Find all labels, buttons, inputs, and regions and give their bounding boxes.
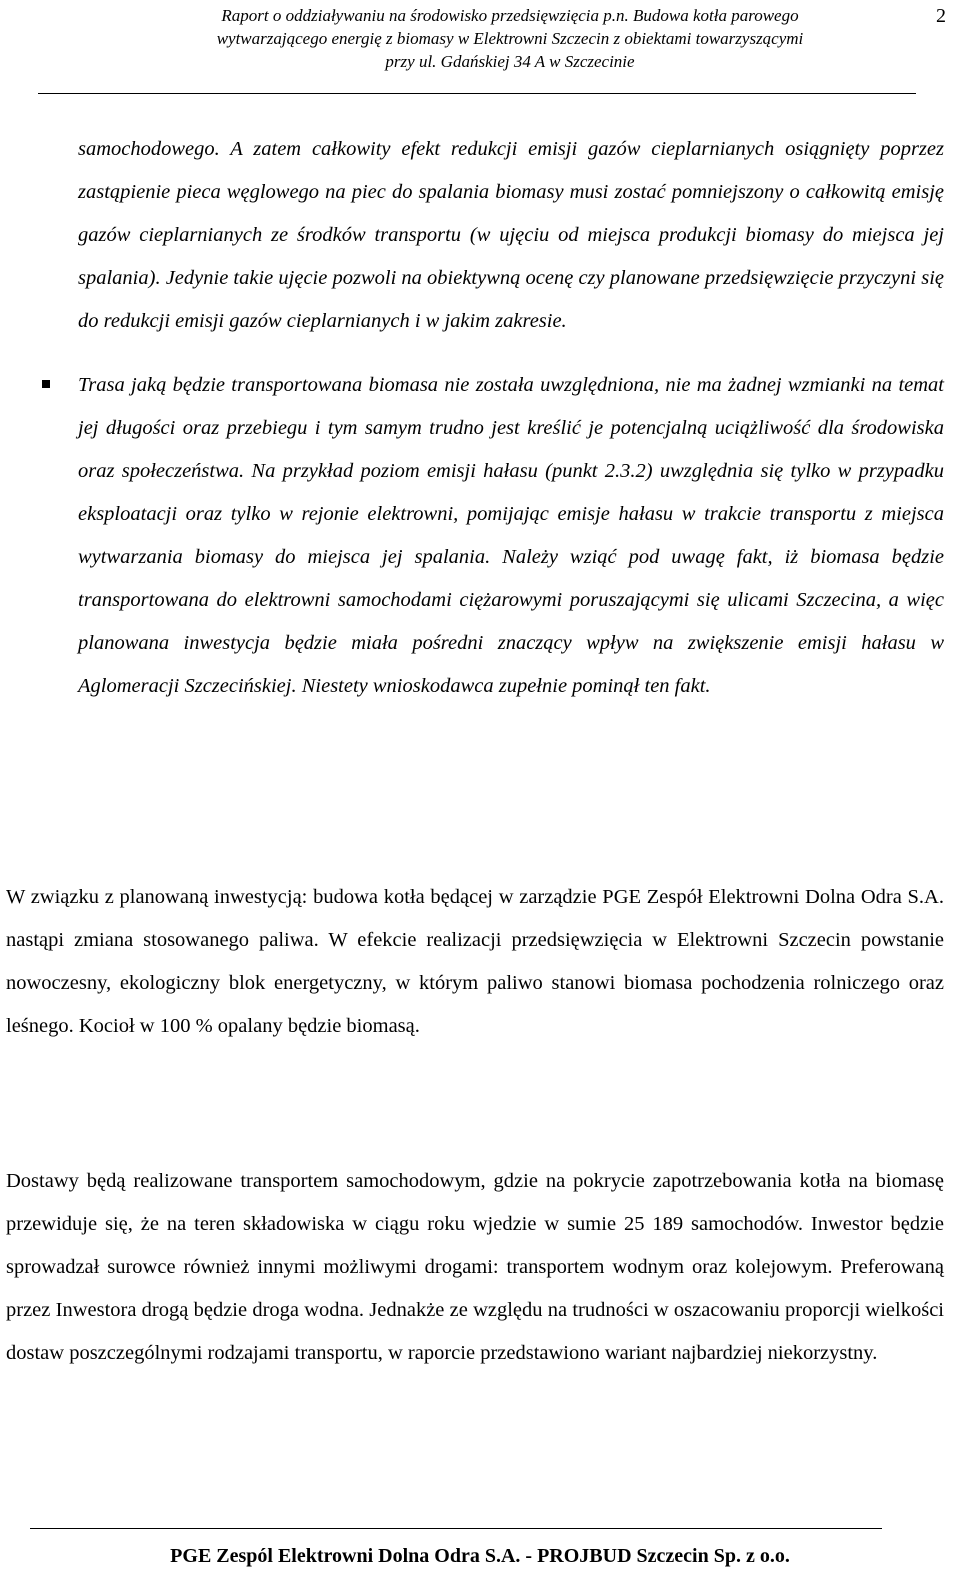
- running-footer: PGE Zespól Elektrowni Dolna Odra S.A. - PROJBUD Szczecin Sp. z o.o.: [170, 1545, 790, 1567]
- paragraph-investment: W związku z planowaną inwestycją: budowa kotła będącej w zarządzie PGE Zespół Elektrowni Dolna Odra S.A. nastąpi zmiana stosowanego paliwa. W efekcie realizacji przedsięwzięcia w Elektrowni Szczecin powstanie nowoczesny, ekologiczny blok energetyczny, w którym paliwo stanowi biomasa pochodzenia rolniczego oraz leśnego. Kocioł w 100 % opalany będzie biomasą.: [6, 886, 944, 1037]
- paragraph-deliveries: Dostawy będą realizowane transportem samochodowym, gdzie na pokrycie zapotrzebowania kotła na biomasę przewiduje się, że na teren składowiska w ciągu roku wjedzie w sumie 25 189 samochodów. Inwestor będzie sprowadzał surowce również innymi możliwymi drogami: transportem wodnym oraz kolejowym. Preferowaną przez Inwestora drogą będzie droga wodna. Jednakże ze względu na trudności w oszacowaniu proporcji wielkości dostaw poszczególnymi rodzajami transportu, w raporcie przedstawiono wariant najbardziej niekorzystny.: [6, 1170, 944, 1364]
- header-line-1: Raport o oddziaływaniu na środowisko przedsięwzięcia p.n. Budowa kotła parowego: [221, 6, 799, 25]
- header-divider: [38, 93, 916, 94]
- header-line-3: przy ul. Gdańskiej 34 A w Szczecinie: [385, 52, 635, 71]
- running-header: [60, 4, 960, 73]
- page-number: 2: [936, 5, 946, 27]
- bullet-text: Trasa jaką będzie transportowana biomasa nie została uwzględniona, nie ma żadnej wzmianki na temat jej długości oraz przebiegu i tym samym trudno jest kreślić je potencjalną uciążliwość dla środowiska oraz społeczeństwa. Na przykład poziom emisji hałasu (punkt 2.3.2) uwzględnia się tylko w przypadku eksploatacji oraz tylko w rejonie elektrowni, pomijając emisje hałasu w trakcie transportu z miejsca wytwarzania biomasy do miejsca jej spalania. Należy wziąć pod uwagę fakt, iż biomasa będzie transportowana do elektrowni samochodami ciężarowymi poruszającymi się ulicami Szczecina, a więc planowana inwestycja będzie miała pośredni znaczący wpływ na zwiększenie emisji hałasu w Aglomeracji Szczecińskiej. Niestety wnioskodawca zupełnie pominął ten fakt.: [78, 374, 944, 697]
- footer-divider: [30, 1528, 882, 1529]
- paragraph-continuation: samochodowego. A zatem całkowity efekt redukcji emisji gazów cieplarnianych osiągnięty poprzez zastąpienie pieca węglowego na piec do spalania biomasy musi zostać pomniejszony o całkowitą emisję gazów cieplarnianych ze środków transportu (w ujęciu od miejsca produkcji biomasy do miejsca jej spalania). Jedynie takie ujęcie pozwoli na obiektywną ocenę czy planowane przedsięwzięcie przyczyni się do redukcji emisji gazów cieplarnianych i w jakim zakresie.: [78, 138, 944, 332]
- header-line-2: wytwarzającego energię z biomasy w Elektrowni Szczecin z obiektami towarzyszącymi: [216, 29, 804, 48]
- square-bullet-icon: [42, 380, 50, 388]
